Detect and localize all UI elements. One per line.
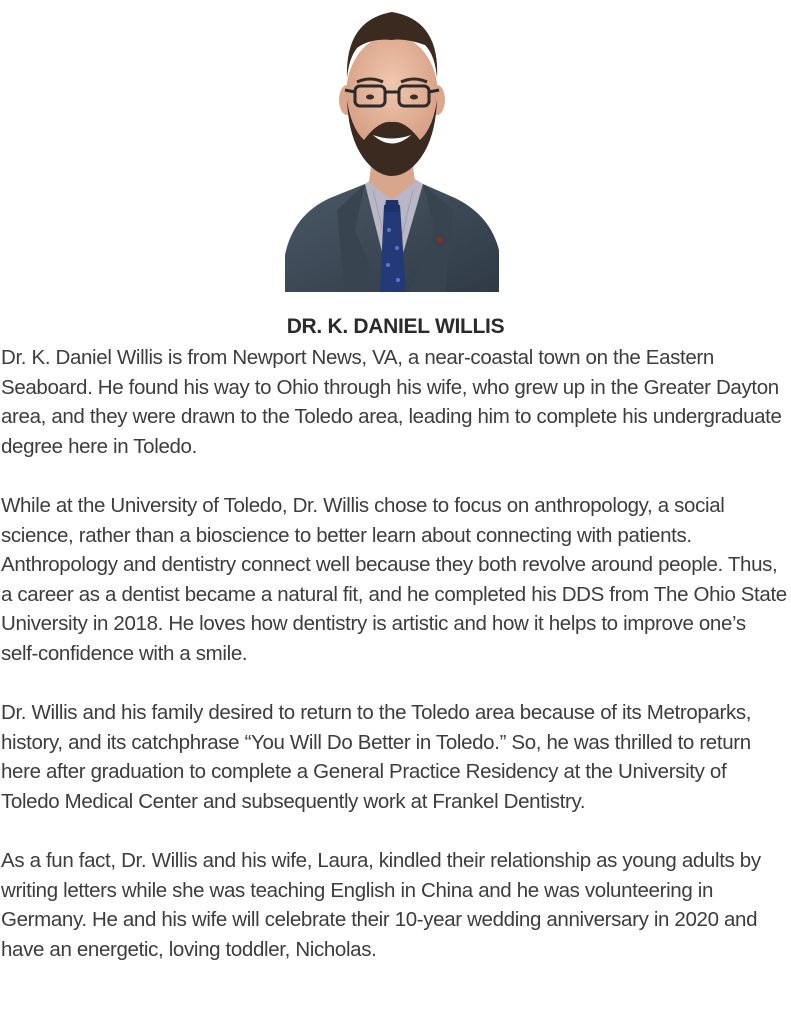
biography-text: [1, 343, 787, 994]
bio-paragraph-fun-fact: As a fun fact, Dr. Willis and his wife, Laura, kindled their relationship as young adults by writing letters while she was teaching English in China and he was volunteering in Germany. He and his wife will celebrate their 10-year wedding anniversary in 2020 and have an energetic, loving toddler, Nicholas.: [1, 849, 761, 961]
portrait-photo: [285, 0, 499, 292]
doctor-name-heading: DR. K. DANIEL WILLIS: [286, 315, 505, 338]
bio-paragraph-education: While at the University of Toledo, Dr. Willis chose to focus on anthropology, a social science, rather than a bioscience to better learn about connecting with patients. Anthropology and dentistry connect well because they both revolve around people. Thus, a career as a dentist became a natural fit, and he completed his DDS from The Ohio State University in 2018. He loves how dentistry is artistic and how it helps to improve one’s self-confidence with a smile.: [1, 493, 787, 665]
bio-paragraph-return-to-toledo: Dr. Willis and his family desired to return to the Toledo area because of its Metroparks, history, and its catchphrase “You Will Do Better in Toledo.” So, he was thrilled to return here after graduation to complete a General Practice Residency at the University of Toledo Medical Center and subsequently work at Frankel Dentistry.: [1, 701, 752, 813]
bio-paragraph-origin: Dr. K. Daniel Willis is from Newport News, VA, a near-coastal town on the Eastern Seaboard. He found his way to Ohio through his wife, who grew up in the Greater Dayton area, and they were drawn to the Toledo area, leading him to complete his undergraduate degree here in Toledo.: [1, 346, 782, 458]
portrait-illustration: [285, 0, 499, 292]
